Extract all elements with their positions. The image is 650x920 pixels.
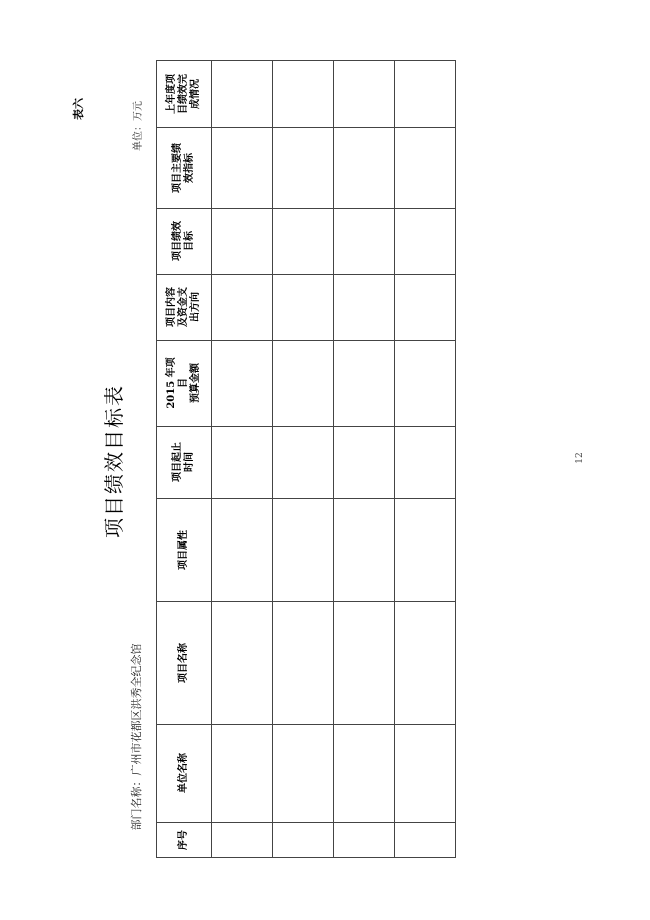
header-serial-number: 序号 <box>178 829 189 850</box>
table-label: 表六 <box>72 98 85 120</box>
department-label: 部门名称：广州市花都区洪秀全纪念馆 <box>130 643 143 831</box>
header-project-period: 项目起止 时间 <box>172 442 195 482</box>
header-last-year-completion: 上年度项 目绩效完 成情况 <box>166 73 201 114</box>
header-budget-amount: 2015 年项目 预算金额 <box>166 357 201 409</box>
header-unit-name: 单位名称 <box>178 753 189 793</box>
header-content-direction: 项目内容 及资金支 出方向 <box>166 287 201 327</box>
header-performance-target: 项目绩效 目标 <box>172 221 195 261</box>
unit-label: 单位：万元 <box>133 101 144 151</box>
header-project-name: 项目名称 <box>178 642 189 683</box>
page-title: 项目绩效目标表 <box>102 384 126 538</box>
header-project-attribute: 项目属性 <box>178 529 189 570</box>
page-number: 12 <box>575 452 585 464</box>
header-main-indicators: 项目主要绩 效指标 <box>172 142 195 193</box>
